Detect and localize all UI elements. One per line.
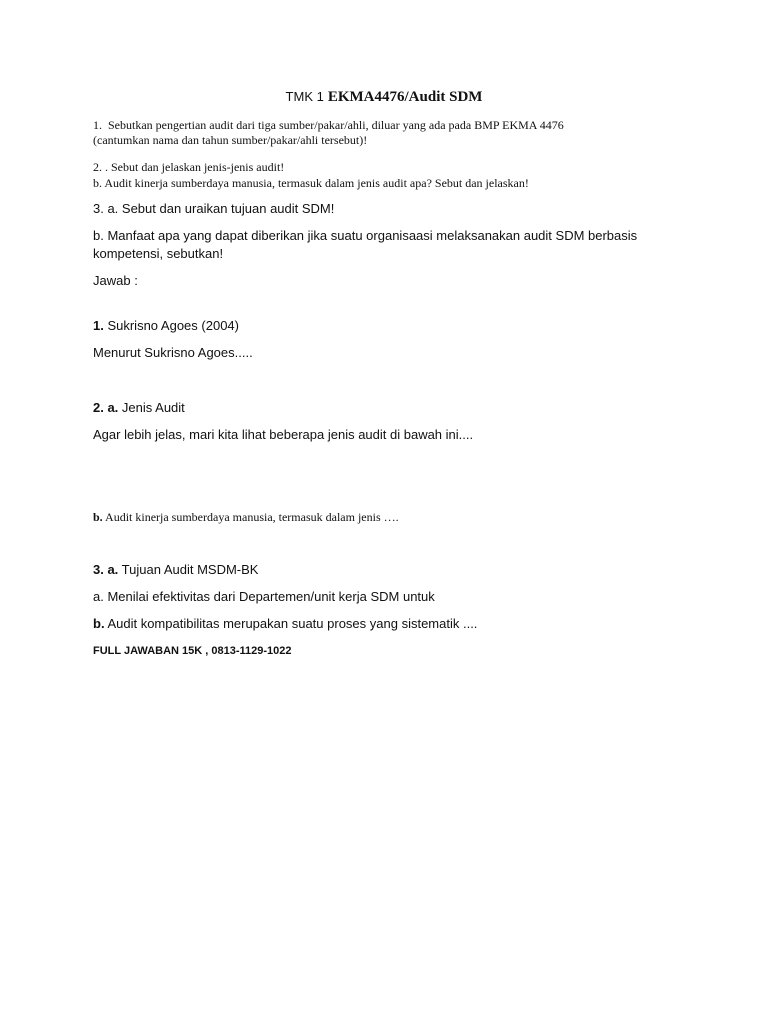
question-2a: 2. . Sebut dan jelaskan jenis-jenis audit! xyxy=(93,160,285,174)
answer-2b-text: Audit kinerja sumberdaya manusia, termasuk dalam jenis …. xyxy=(102,510,399,524)
answer-3b-label: b. xyxy=(93,616,105,631)
answer-3-title: Tujuan Audit MSDM-BK xyxy=(118,562,259,577)
question-1-number: 1. xyxy=(93,118,102,132)
answer-2-title: Jenis Audit xyxy=(118,400,185,415)
answer-3-number: 3. a. xyxy=(93,562,119,577)
title-prefix: TMK 1 xyxy=(285,89,324,104)
title-main: EKMA4476/Audit SDM xyxy=(327,89,483,105)
question-1-text: Sebutkan pengertian audit dari tiga sumber/pakar/ahli, diluar yang ada pada BMP EKMA 4476 xyxy=(108,118,564,132)
answer-2b xyxy=(93,508,399,526)
answer-3b xyxy=(93,615,477,633)
question-2b: b. Audit kinerja sumberdaya manusia, termasuk dalam jenis audit apa? Sebut dan jelaskan! xyxy=(93,176,529,190)
answer-3b-text: Audit kompatibilitas merupakan suatu proses yang sistematik .... xyxy=(104,616,478,631)
question-1-line-2: (cantumkan nama dan tahun sumber/pakar/ahli tersebut)! xyxy=(93,133,368,147)
answer-1-heading xyxy=(93,317,239,335)
answer-3-text: a. Menilai efektivitas dari Departemen/unit kerja SDM untuk xyxy=(93,589,435,604)
answer-3-heading xyxy=(93,561,258,579)
answer-1-number: 1. xyxy=(93,318,104,333)
jawab-label: Jawab : xyxy=(93,273,138,288)
document-title xyxy=(0,88,768,106)
answer-2-text: Agar lebih jelas, mari kita lihat beberapa jenis audit di bawah ini.... xyxy=(93,427,474,442)
answer-2-heading xyxy=(93,399,185,417)
question-3a: 3. a. Sebut dan uraikan tujuan audit SDM! xyxy=(93,201,335,216)
answer-1-title: Sukrisno Agoes (2004) xyxy=(103,318,239,333)
question-3b-line-1: b. Manfaat apa yang dapat diberikan jika suatu organisaasi melaksanakan audit SDM berbasis xyxy=(93,228,638,243)
footer-contact: FULL JAWABAN 15K , 0813-1129-1022 xyxy=(93,645,292,657)
question-3b-line-2: kompetensi, sebutkan! xyxy=(93,246,224,261)
answer-2b-label: b. xyxy=(93,510,103,524)
answer-1-text: Menurut Sukrisno Agoes..... xyxy=(93,345,253,360)
answer-2-number: 2. a. xyxy=(93,400,119,415)
